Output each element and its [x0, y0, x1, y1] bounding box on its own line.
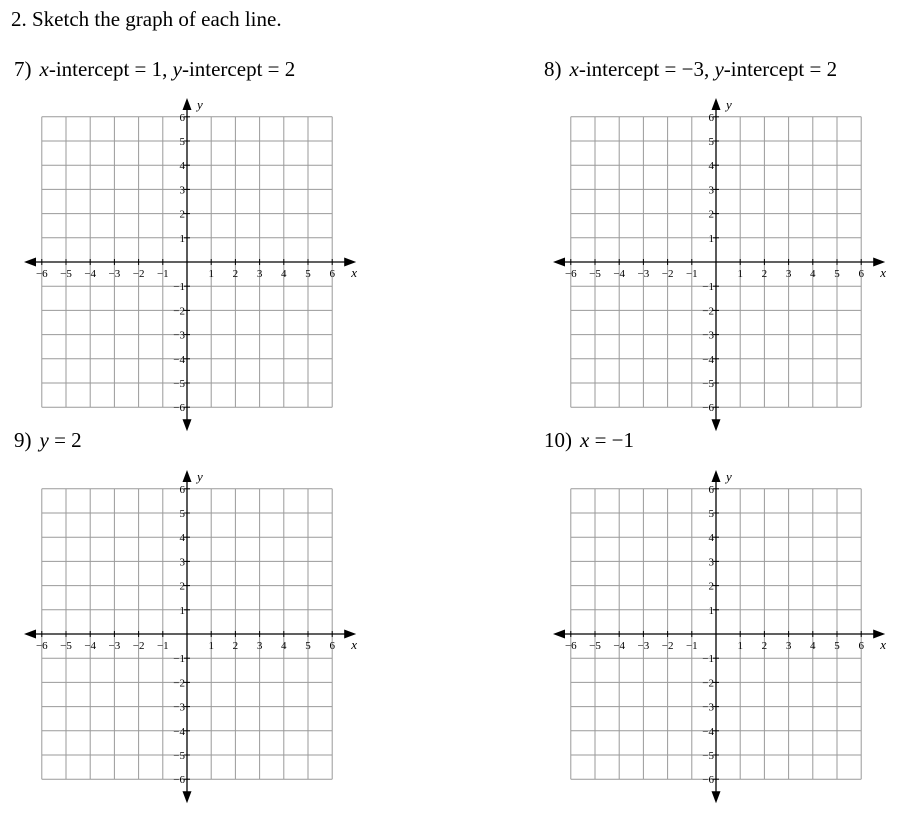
x-tick-label: −2 [661, 640, 674, 652]
y-tick-label: 3 [179, 556, 185, 569]
x-tick-label: −5 [60, 640, 72, 652]
y-tick-label: −5 [173, 750, 185, 762]
y-tick-label: −4 [702, 725, 714, 738]
x-tick-label: 2 [232, 268, 239, 280]
y-tick-label: −2 [173, 677, 185, 690]
problem-text-part: -intercept = 2 [181, 57, 296, 81]
instructions-heading: 2. Sketch the graph of each line. [11, 7, 282, 31]
x-tick-label: 3 [785, 268, 792, 280]
x-tick-label: −5 [589, 640, 601, 652]
problem-text-part: = 2 [48, 428, 82, 452]
y-axis-arrow-down [183, 419, 192, 431]
x-tick-label: −2 [132, 640, 145, 652]
y-axis-label: y [726, 469, 732, 484]
x-tick-label: −4 [84, 268, 97, 280]
x-tick-label: 2 [232, 640, 239, 652]
problem-text-part: y [39, 428, 49, 452]
x-tick-label: −4 [613, 640, 626, 652]
y-tick-label: −3 [173, 329, 185, 342]
x-tick-label: −1 [156, 640, 169, 652]
x-tick-label: −6 [564, 640, 577, 652]
x-tick-label: 4 [281, 268, 287, 280]
x-tick-label: 4 [810, 640, 816, 652]
y-tick-label: 3 [708, 184, 714, 197]
y-tick-label: −1 [173, 653, 185, 666]
problem-number: 8) [544, 57, 562, 81]
x-tick-label: −6 [564, 268, 577, 280]
x-tick-label: 4 [281, 640, 287, 652]
y-tick-label: 6 [708, 111, 714, 124]
y-tick-label: 5 [708, 508, 714, 520]
problem-text-part: x [39, 57, 49, 81]
y-tick-label: −2 [702, 677, 714, 690]
x-axis-label: x [351, 637, 358, 652]
x-tick-label: 1 [208, 268, 214, 280]
x-tick-label: −3 [108, 268, 121, 280]
x-tick-label: 6 [329, 268, 335, 280]
x-tick-label: 5 [834, 640, 840, 652]
x-tick-label: 2 [761, 640, 768, 652]
y-tick-label: −5 [702, 378, 714, 390]
y-tick-label: −1 [702, 281, 714, 294]
y-tick-label: −3 [702, 329, 714, 342]
x-tick-label: 3 [785, 640, 792, 652]
problem-number: 9) [14, 428, 32, 452]
x-tick-label: 1 [737, 640, 743, 652]
x-axis-label: x [880, 265, 887, 280]
y-tick-label: −2 [702, 305, 714, 318]
problem-text-part: x [569, 57, 579, 81]
y-tick-label: 4 [708, 532, 714, 545]
problem-number: 10) [544, 428, 572, 452]
problem-7-label [14, 57, 295, 82]
x-axis-arrow-left [553, 258, 565, 267]
y-tick-label: −4 [173, 725, 185, 738]
x-tick-label: −3 [637, 268, 650, 280]
y-axis-label: y [726, 97, 732, 112]
x-tick-label: −6 [35, 640, 48, 652]
y-tick-label: 5 [179, 508, 185, 520]
coordinate-grid-8[interactable] [549, 92, 889, 432]
y-tick-label: 3 [708, 556, 714, 569]
y-tick-label: −6 [173, 402, 185, 415]
x-tick-label: 6 [858, 640, 864, 652]
x-tick-label: −1 [685, 268, 698, 280]
y-tick-label: 2 [708, 208, 714, 221]
y-axis-arrow-up [712, 98, 721, 110]
x-axis-arrow-left [24, 630, 36, 639]
y-tick-label: −4 [702, 353, 714, 366]
x-tick-label: −3 [108, 640, 121, 652]
x-tick-label: 6 [329, 640, 335, 652]
x-tick-label: 5 [305, 640, 311, 652]
y-tick-label: −5 [173, 378, 185, 390]
y-tick-label: −6 [173, 774, 185, 787]
x-tick-label: −2 [132, 268, 145, 280]
x-tick-label: −1 [156, 268, 169, 280]
x-tick-label: 3 [256, 268, 263, 280]
y-tick-label: 1 [179, 232, 185, 245]
y-axis-arrow-down [712, 419, 721, 431]
problem-text-part: x [580, 428, 590, 452]
x-axis-label: x [351, 265, 358, 280]
problem-text-part: -intercept = −3, [578, 57, 715, 81]
y-tick-label: −6 [702, 774, 714, 787]
x-axis-arrow-left [24, 258, 36, 267]
x-tick-label: 5 [305, 268, 311, 280]
x-tick-label: 3 [256, 640, 263, 652]
y-tick-label: −2 [173, 305, 185, 318]
x-tick-label: −2 [661, 268, 674, 280]
y-tick-label: 2 [708, 580, 714, 593]
y-tick-label: 4 [708, 160, 714, 173]
problem-number: 7) [14, 57, 32, 81]
x-axis-label: x [880, 637, 887, 652]
y-tick-label: 4 [179, 532, 185, 545]
y-tick-label: 6 [179, 111, 185, 124]
y-tick-label: −4 [173, 353, 185, 366]
problem-text-part: = −1 [589, 428, 635, 452]
x-tick-label: −3 [637, 640, 650, 652]
y-tick-label: −6 [702, 402, 714, 415]
x-tick-label: −1 [685, 640, 698, 652]
x-tick-label: −5 [589, 268, 601, 280]
problem-text-part: -intercept = 1, [48, 57, 173, 81]
y-tick-label: 6 [708, 483, 714, 496]
x-tick-label: −6 [35, 268, 48, 280]
x-axis-arrow-left [553, 630, 565, 639]
y-tick-label: 1 [708, 232, 714, 245]
x-tick-label: −5 [60, 268, 72, 280]
x-tick-label: 4 [810, 268, 816, 280]
y-tick-label: 2 [179, 580, 185, 593]
y-tick-label: 4 [179, 160, 185, 173]
y-axis-arrow-up [183, 470, 192, 482]
x-tick-label: 5 [834, 268, 840, 280]
y-tick-label: 5 [708, 136, 714, 148]
y-axis-arrow-up [183, 98, 192, 110]
y-axis-arrow-down [183, 791, 192, 803]
problem-text-part: y [172, 57, 182, 81]
x-tick-label: 1 [737, 268, 743, 280]
y-tick-label: 5 [179, 136, 185, 148]
y-tick-label: 3 [179, 184, 185, 197]
y-axis-label: y [197, 97, 203, 112]
y-tick-label: −3 [173, 701, 185, 714]
x-tick-label: 2 [761, 268, 768, 280]
x-tick-label: 6 [858, 268, 864, 280]
y-tick-label: 1 [179, 604, 185, 617]
y-tick-label: 1 [708, 604, 714, 617]
y-tick-label: 2 [179, 208, 185, 221]
coordinate-grid-9[interactable] [20, 464, 360, 804]
x-tick-label: −4 [84, 640, 97, 652]
y-axis-arrow-down [712, 791, 721, 803]
problem-8-label [544, 57, 837, 82]
y-tick-label: −3 [702, 701, 714, 714]
x-tick-label: −4 [613, 268, 626, 280]
y-tick-label: −5 [702, 750, 714, 762]
problem-text-part: y [714, 57, 724, 81]
y-tick-label: −1 [173, 281, 185, 294]
coordinate-grid-7[interactable] [20, 92, 360, 432]
y-axis-arrow-up [712, 470, 721, 482]
x-tick-label: 1 [208, 640, 214, 652]
coordinate-grid-10[interactable] [549, 464, 889, 804]
y-tick-label: −1 [702, 653, 714, 666]
y-axis-label: y [197, 469, 203, 484]
y-tick-label: 6 [179, 483, 185, 496]
problem-text-part: -intercept = 2 [723, 57, 838, 81]
